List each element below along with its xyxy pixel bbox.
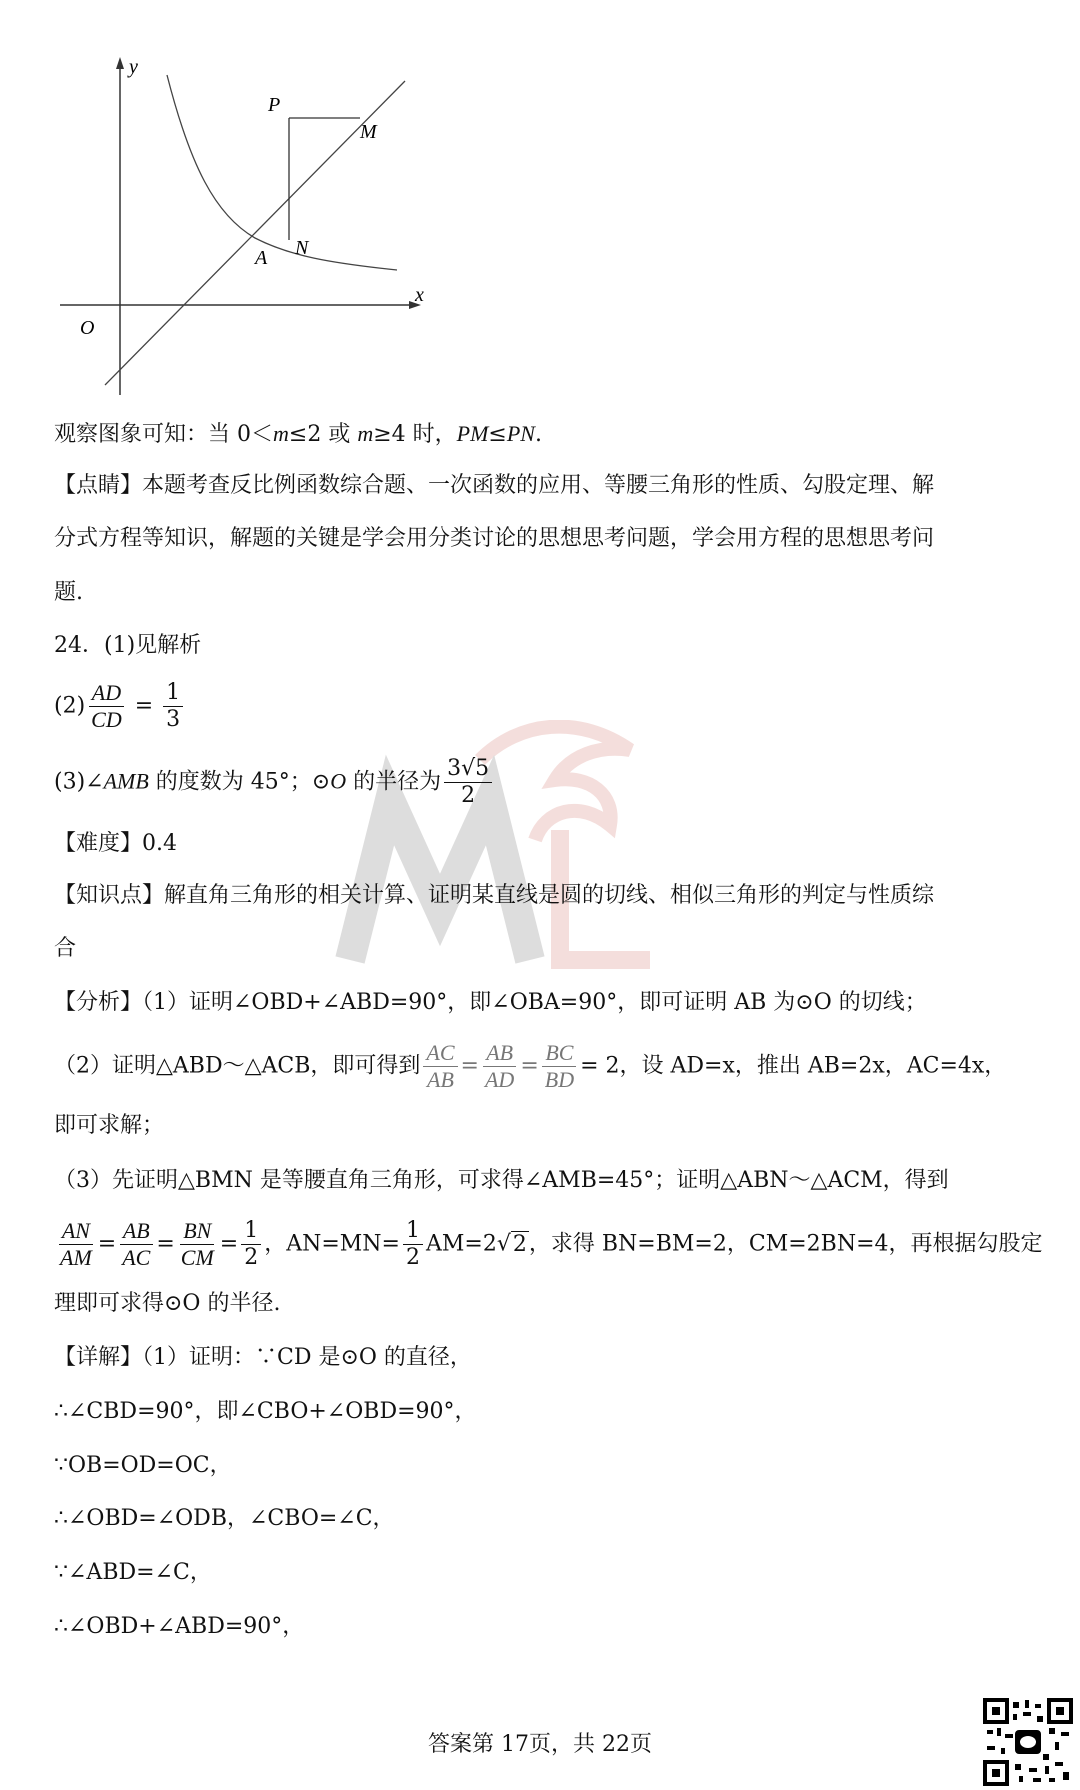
analysis-5-text-a: ，AN=MN=	[264, 1231, 400, 1257]
difficulty: 【难度】0.4	[54, 831, 177, 856]
a3-o: O	[330, 768, 347, 794]
observe-m2: m	[357, 421, 374, 446]
analysis-line-2: （2）证明△ABD～△ACB，即可得到 $\frac{AC}{AB}$ = $\frac{AB}{AD}$ = $\frac{BC}{BD}$ = 2，设 AD=x，推出 AB=2x，AC=4x，	[54, 1040, 1007, 1092]
observe-pm: PM	[456, 421, 489, 446]
detail-line-2: ∴∠CBD=90°，即∠CBO+∠OBD=90°，	[54, 1399, 477, 1424]
knowledge-line-2: 合	[54, 936, 77, 961]
hyperbola-curve	[167, 75, 397, 270]
page-footer: 答案第 17页，共 22页	[428, 1732, 652, 1757]
a3-radius-fraction: $\frac{3√5}{2}$	[444, 756, 492, 809]
detail-line-6: ∴∠OBD+∠ABD=90°，	[54, 1614, 305, 1639]
a3-text: 的度数为 45°；⊙	[148, 769, 331, 795]
analysis-line-1: 【分析】（1）证明∠OBD+∠ABD=90°，即∠OBA=90°，即可证明 AB 为⊙O 的切线；	[54, 990, 927, 1015]
analysis-line-5: $\frac{AN}{AM}$ = $\frac{AB}{AC}$ = $\frac{BN}{CM}$ = $\frac{1}{2}$ ，AN=MN= $\frac{1}{2}$ AM=2√2，求得 BN=BM=2，CM=2BN=4，再根据勾股定	[54, 1218, 1043, 1271]
observation-line	[54, 418, 542, 451]
observe-le: ≤	[488, 422, 507, 447]
dianjing-line-1: 【点睛】本题考查反比例函数综合题、一次函数的应用、等腰三角形的性质、勾股定理、解	[54, 473, 935, 498]
analysis-5-frac-2: $\frac{AB}{AC}$	[119, 1218, 153, 1271]
dianjing-line-2: 分式方程等知识，解题的关键是学会用分类讨论的思想思考问题，学会用方程的思想思考问	[54, 526, 935, 551]
analysis-2-frac-1: $\frac{AC}{AB}$	[423, 1040, 457, 1093]
observe-text-2: ≤2 或	[288, 422, 358, 447]
analysis-2-frac-2: $\frac{AB}{AD}$	[484, 1040, 515, 1092]
q24-answer-2	[54, 680, 186, 733]
analysis-5-half: $\frac{1}{2}$	[403, 1218, 423, 1271]
dianjing-line-3: 题.	[54, 580, 83, 605]
analysis-2-text-b: = 2，设 AD=x，推出 AB=2x，AC=4x，	[580, 1053, 1007, 1079]
observe-text-3: ≥4 时，	[373, 422, 457, 447]
a2-fraction: $\frac{AD}{CD}$	[88, 680, 125, 733]
detail-line-3: ∵OB=OD=OC，	[54, 1453, 232, 1478]
analysis-5-text-b: AM=2	[426, 1231, 497, 1257]
analysis-5-sqrt: 2	[512, 1231, 527, 1257]
q24-title: 24．(1)见解析	[54, 633, 202, 658]
analysis-5-text-c: ，求得 BN=BM=2，CM=2BN=4，再根据勾股定	[528, 1231, 1043, 1257]
analysis-2-text-a: （2）证明△ABD～△ACB，即可得到	[54, 1053, 421, 1079]
a2-prefix: (2)	[54, 693, 86, 719]
analysis-line-3: 即可求解；	[54, 1113, 165, 1138]
label-x: x	[415, 284, 424, 306]
a2-eq: =	[127, 693, 161, 719]
a3-amb: AMB	[103, 768, 149, 794]
function-graph	[55, 55, 435, 400]
observe-text-1: 观察图象可知：当 0＜	[54, 422, 273, 447]
a2-result-fraction: $\frac{1}{3}$	[163, 680, 183, 733]
label-a: A	[255, 247, 268, 269]
analysis-5-frac-1: $\frac{AN}{AM}$	[60, 1218, 92, 1270]
label-p: P	[268, 94, 281, 116]
observe-pn: PN	[506, 421, 535, 446]
detail-line-1: 【详解】（1）证明：∵CD 是⊙O 的直径，	[54, 1345, 472, 1370]
analysis-2-frac-3: $\frac{BC}{BD}$	[542, 1040, 577, 1093]
analysis-5-frac-4: $\frac{1}{2}$	[241, 1218, 261, 1271]
analysis-line-6: 理即可求得⊙O 的半径.	[54, 1291, 281, 1316]
a3-prefix: (3)∠	[54, 769, 104, 795]
qr-code-icon[interactable]	[983, 1698, 1073, 1786]
label-m: M	[360, 121, 377, 143]
observe-m1: m	[273, 421, 289, 446]
q24-answer-3	[54, 756, 495, 809]
label-o: O	[80, 317, 95, 339]
knowledge-line-1: 【知识点】解直角三角形的相关计算、证明某直线是圆的切线、相似三角形的判定与性质综	[54, 883, 935, 908]
a3-text-2: 的半径为	[346, 769, 442, 795]
label-n: N	[295, 237, 309, 259]
analysis-line-4: （3）先证明△BMN 是等腰直角三角形，可求得∠AMB=45°；证明△ABN～△ACM，得到	[54, 1168, 949, 1193]
observe-dot: .	[534, 422, 542, 447]
detail-line-5: ∵∠ABD=∠C，	[54, 1560, 212, 1585]
y-axis-arrow	[116, 57, 124, 69]
label-y: y	[129, 56, 138, 78]
detail-line-4: ∴∠OBD=∠ODB，∠CBO=∠C，	[54, 1506, 395, 1531]
analysis-5-frac-3: $\frac{BN}{CM}$	[180, 1218, 214, 1270]
